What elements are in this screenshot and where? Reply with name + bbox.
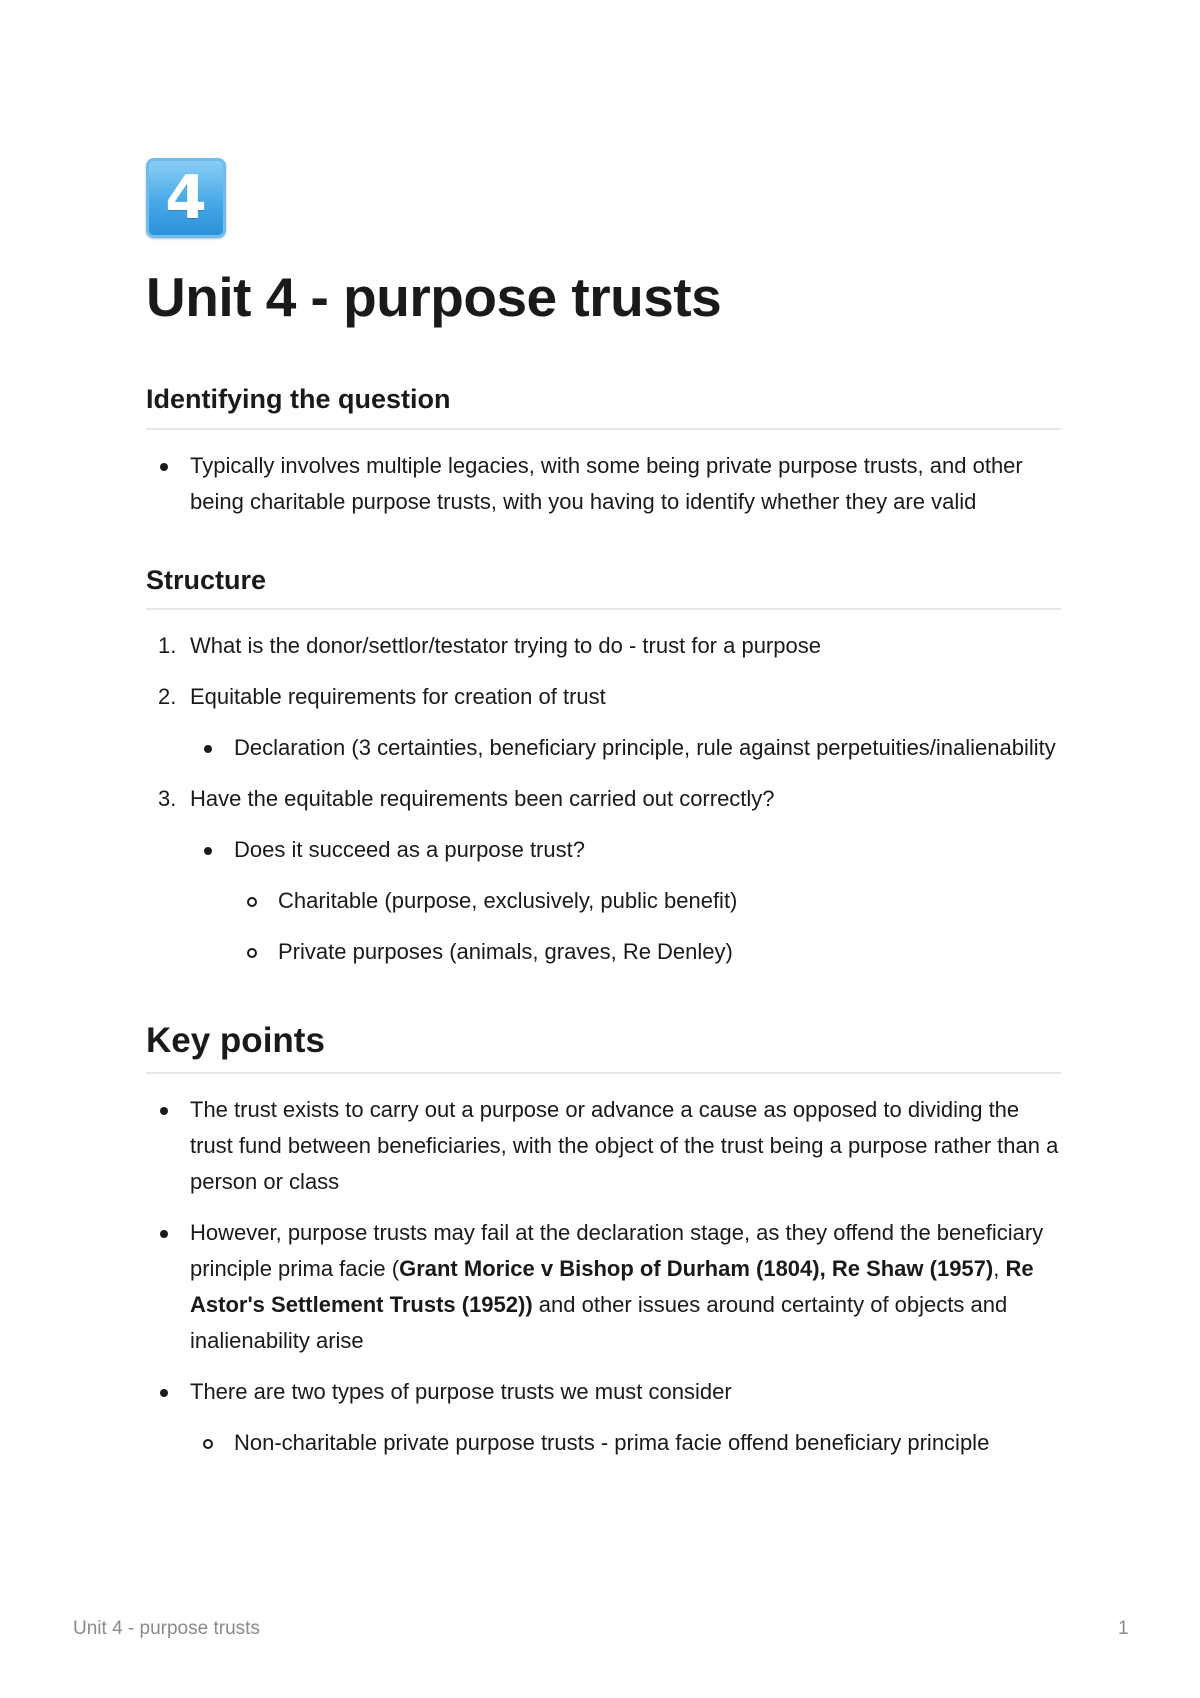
list-item: Non-charitable private purpose trusts - prima facie offend beneficiary principle <box>190 1425 1061 1461</box>
identifying-list <box>146 448 1061 520</box>
heading-identifying-question: Identifying the question <box>146 383 1061 429</box>
structure-list <box>146 628 1061 970</box>
circle-bullet-icon <box>247 897 257 907</box>
nested-list <box>190 1425 1061 1461</box>
list-item: Charitable (purpose, exclusively, public benefit) <box>234 883 1061 919</box>
keycap-4-icon: 4 <box>146 158 226 238</box>
case-citation: Re Astor's Settlement Trusts (1952)) <box>190 1256 1034 1318</box>
nested-list <box>190 832 1061 970</box>
list-item: Private purposes (animals, graves, Re Denley) <box>234 934 1061 970</box>
key-points-list <box>146 1092 1061 1461</box>
circle-bullet-icon <box>203 1439 213 1449</box>
list-item: 1. What is the donor/settlor/testator trying to do - trust for a purpose <box>158 633 821 659</box>
bullet-icon <box>160 1389 168 1397</box>
list-item: 2. Equitable requirements for creation of trust Declaration (3 certainties, beneficiary principle, rule against perpetuities/inalienability <box>146 679 1061 766</box>
bullet-icon <box>160 463 168 471</box>
list-item: Typically involves multiple legacies, with some being private purpose trusts, and other being charitable purpose trusts, with you having to identify whether they are valid <box>146 448 1061 520</box>
section-key-points <box>146 1020 1061 1461</box>
list-item: Does it succeed as a purpose trust? Charitable (purpose, exclusively, public benefit) Private purposes (animals, graves, Re Denley) <box>190 832 1061 970</box>
document-page <box>146 158 1061 1476</box>
list-item: Declaration (3 certainties, beneficiary principle, rule against perpetuities/inalienability <box>190 730 1061 766</box>
circle-bullet-icon <box>247 948 257 958</box>
section-identifying-question <box>146 383 1061 519</box>
nested-list <box>190 730 1061 766</box>
list-item: 3. Have the equitable requirements been carried out correctly? Does it succeed as a purpose trust? Charitable (purpose, exclusively, public benefit) Private purposes (animals, graves, Re Denley) <box>146 781 1061 970</box>
list-item: The trust exists to carry out a purpose or advance a cause as opposed to dividing the trust fund between beneficiaries, with the object of the trust being a purpose rather than a person or class <box>146 1092 1061 1200</box>
bullet-icon <box>204 745 212 753</box>
heading-structure: Structure <box>146 564 1061 610</box>
page-title: Unit 4 - purpose trusts <box>146 266 722 328</box>
footer-title: Unit 4 - purpose trusts <box>73 1618 260 1639</box>
section-structure <box>146 564 1061 970</box>
bullet-icon <box>160 1230 168 1238</box>
case-citation: Grant Morice v Bishop of Durham (1804), Re Shaw (1957) <box>399 1256 994 1282</box>
bullet-icon <box>160 1107 168 1115</box>
nested-list <box>234 883 1061 970</box>
bullet-icon <box>204 847 212 855</box>
list-item: However, purpose trusts may fail at the declaration stage, as they offend the beneficiary principle prima facie (Grant Morice v Bishop of Durham (1804), Re Shaw (1957), Re Astor's Settlement Trusts (1952)) and other issues around certainty of objects and inalienability arise <box>146 1215 1061 1359</box>
list-item: There are two types of purpose trusts we must consider Non-charitable private purpose trusts - prima facie offend beneficiary principle <box>146 1374 1061 1461</box>
heading-key-points: Key points <box>146 1020 1061 1074</box>
page-number: 1 <box>1118 1618 1129 1639</box>
